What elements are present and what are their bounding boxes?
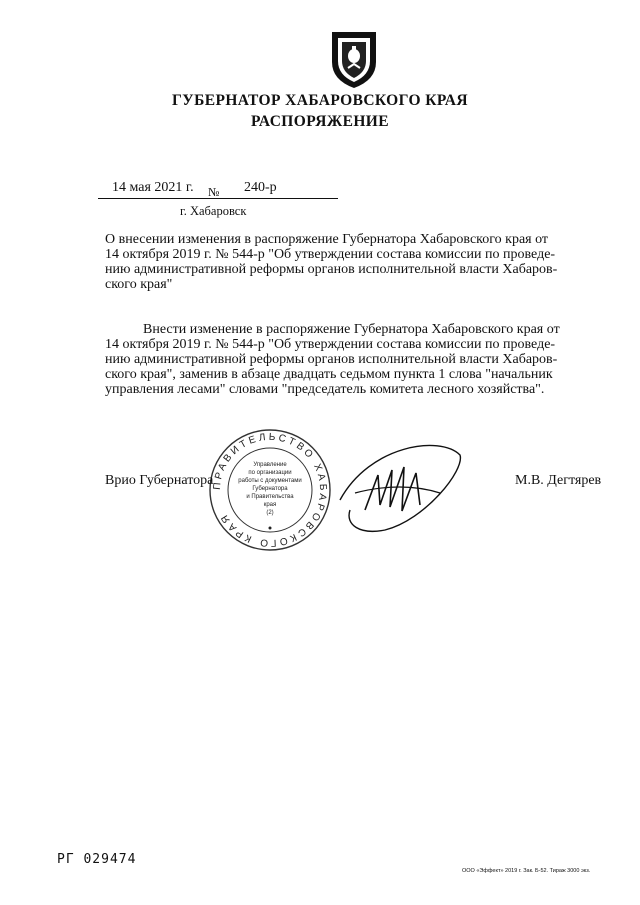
body-line: ского края", заменив в абзаце двадцать седьмом пункта 1 слова "начальник xyxy=(105,367,553,382)
org-title: ГУБЕРНАТОР ХАБАРОВСКОГО КРАЯ xyxy=(172,92,468,109)
stamp-line: по организации xyxy=(248,470,292,476)
stamp-line: работы с документами xyxy=(238,478,302,484)
print-note: ООО «Эффект» 2019 г. Зак. Б-52. Тираж 3000 экз. xyxy=(462,868,591,874)
body-line: нию административной реформы органов исполнительной власти Хабаров- xyxy=(105,352,558,367)
body-line: Внести изменение в распоряжение Губернатора Хабаровского края от xyxy=(143,322,560,337)
stamp-line: и Правительства xyxy=(246,494,294,500)
number-sign: № xyxy=(208,185,220,199)
official-stamp xyxy=(200,428,340,553)
date-number-row xyxy=(98,180,338,202)
city: г. Хабаровск xyxy=(180,204,247,218)
document-date: 14 мая 2021 г. xyxy=(112,180,194,195)
signatory-position: Врио Губернатора xyxy=(105,473,214,488)
serial-number: РГ 029474 xyxy=(57,852,137,867)
document-type: РАСПОРЯЖЕНИЕ xyxy=(250,113,390,130)
document-subject xyxy=(105,232,607,292)
stamp-line: Губернатора xyxy=(252,486,288,492)
subject-line: ского края" xyxy=(105,277,173,292)
stamp-ring-text: ПРАВИТЕЛЬСТВО ХАБАРОВСКОГО КРАЯ xyxy=(211,431,329,549)
document-number: 240-р xyxy=(244,180,277,195)
handwritten-signature xyxy=(330,425,470,545)
signatory-name: М.В. Дегтярев xyxy=(515,473,602,488)
document-body xyxy=(105,322,607,397)
stamp-line: (2) xyxy=(266,510,274,516)
subject-line: 14 октября 2019 г. № 544-р "Об утверждении состава комиссии по проведе- xyxy=(105,247,556,262)
body-line: 14 октября 2019 г. № 544-р "Об утверждении состава комиссии по проведе- xyxy=(105,337,556,352)
body-line: управления лесами" словами "председатель комитета лесного хозяйства". xyxy=(105,382,545,397)
stamp-line: Управление xyxy=(253,462,287,468)
date-underline xyxy=(98,198,338,199)
stamp-line: края xyxy=(263,502,277,508)
coat-of-arms-icon xyxy=(328,28,380,90)
subject-line: О внесении изменения в распоряжение Губернатора Хабаровского края от xyxy=(105,232,549,247)
subject-line: нию административной реформы органов исполнительной власти Хабаров- xyxy=(105,262,558,277)
